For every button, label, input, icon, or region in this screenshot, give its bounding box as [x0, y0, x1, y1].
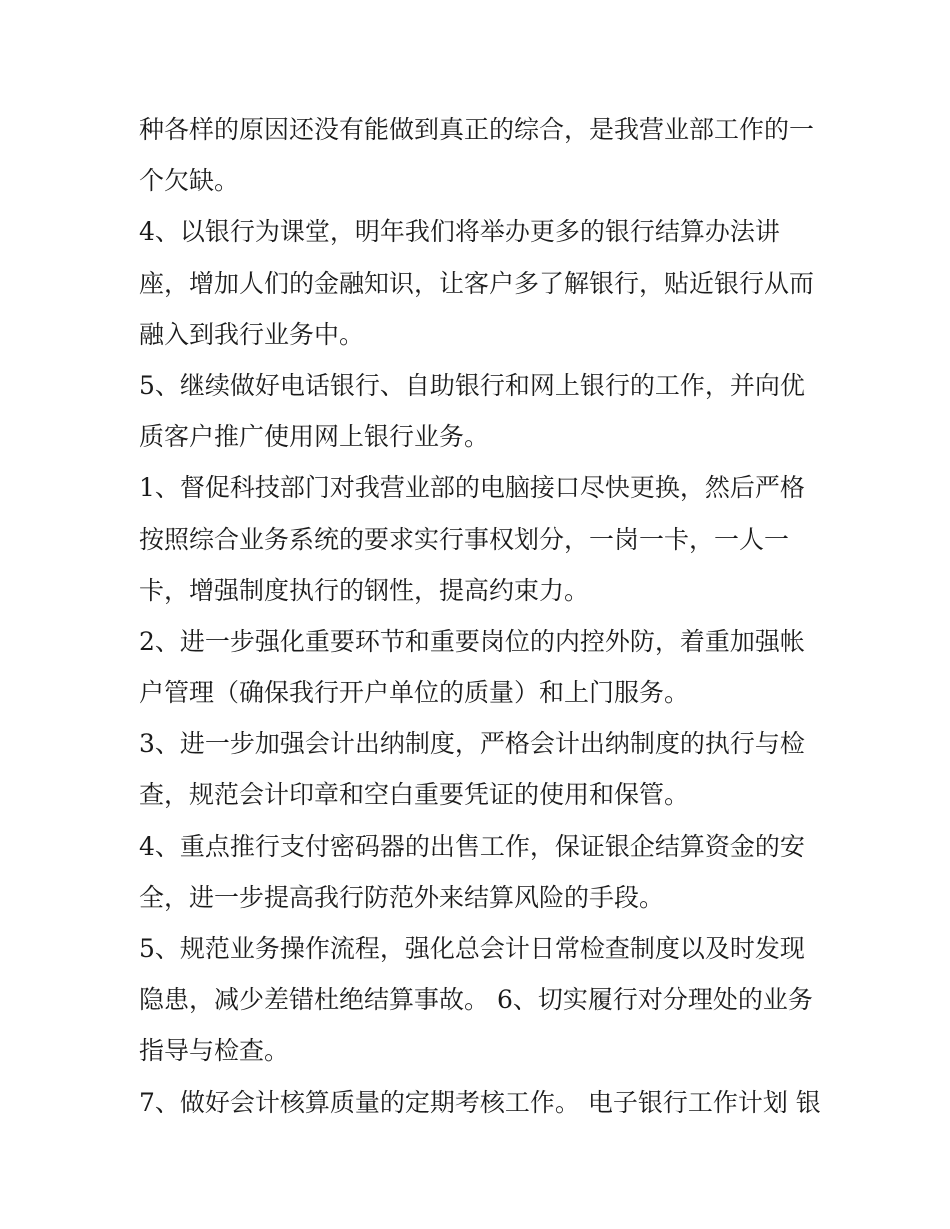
text-line: 2、进一步强化重要环节和重要岗位的内控外防，着重加强帐 — [139, 626, 805, 656]
text-line: 5、继续做好电话银行、自助银行和网上银行的工作，并向优 — [139, 370, 805, 400]
text-line: 4、以银行为课堂，明年我们将举办更多的银行结算办法讲 — [139, 217, 780, 247]
document-body — [139, 104, 819, 1128]
text-line: 座，增加人们的金融知识，让客户多了解银行，贴近银行从而 — [139, 268, 815, 298]
text-line: 指导与检查。 — [139, 1036, 290, 1066]
text-line: 7、做好会计核算质量的定期考核工作。 电子银行工作计划 银 — [139, 1087, 821, 1117]
text-line: 种各样的原因还没有能做到真正的综合，是我营业部工作的一 — [139, 115, 815, 144]
text-line: 4、重点推行支付密码器的出售工作，保证银企结算资金的安 — [139, 831, 805, 861]
text-line: 全，进一步提高我行防范外来结算风险的手段。 — [139, 882, 665, 912]
text-line: 融入到我行业务中。 — [139, 319, 365, 349]
text-line: 隐患，减少差错杜绝结算事故。 6、切实履行对分理处的业务 — [139, 985, 813, 1015]
text-line: 查，规范会计印章和空白重要凭证的使用和保管。 — [139, 780, 690, 810]
text-line: 5、规范业务操作流程，强化总会计日常检查制度以及时发现 — [139, 934, 805, 963]
text-line: 户管理（确保我行开户单位的质量）和上门服务。 — [139, 678, 690, 708]
text-line: 按照综合业务系统的要求实行事权划分，一岗一卡，一人一 — [139, 524, 790, 554]
text-line: 3、进一步加强会计出纳制度，严格会计出纳制度的执行与检 — [139, 729, 805, 759]
text-line: 质客户推广使用网上银行业务。 — [139, 422, 490, 452]
text-line: 1、督促科技部门对我营业部的电脑接口尽快更换，然后严格 — [139, 473, 805, 503]
text-line: 个欠缺。 — [139, 166, 240, 196]
text-line: 卡，增强制度执行的钢性，提高约束力。 — [139, 575, 590, 605]
